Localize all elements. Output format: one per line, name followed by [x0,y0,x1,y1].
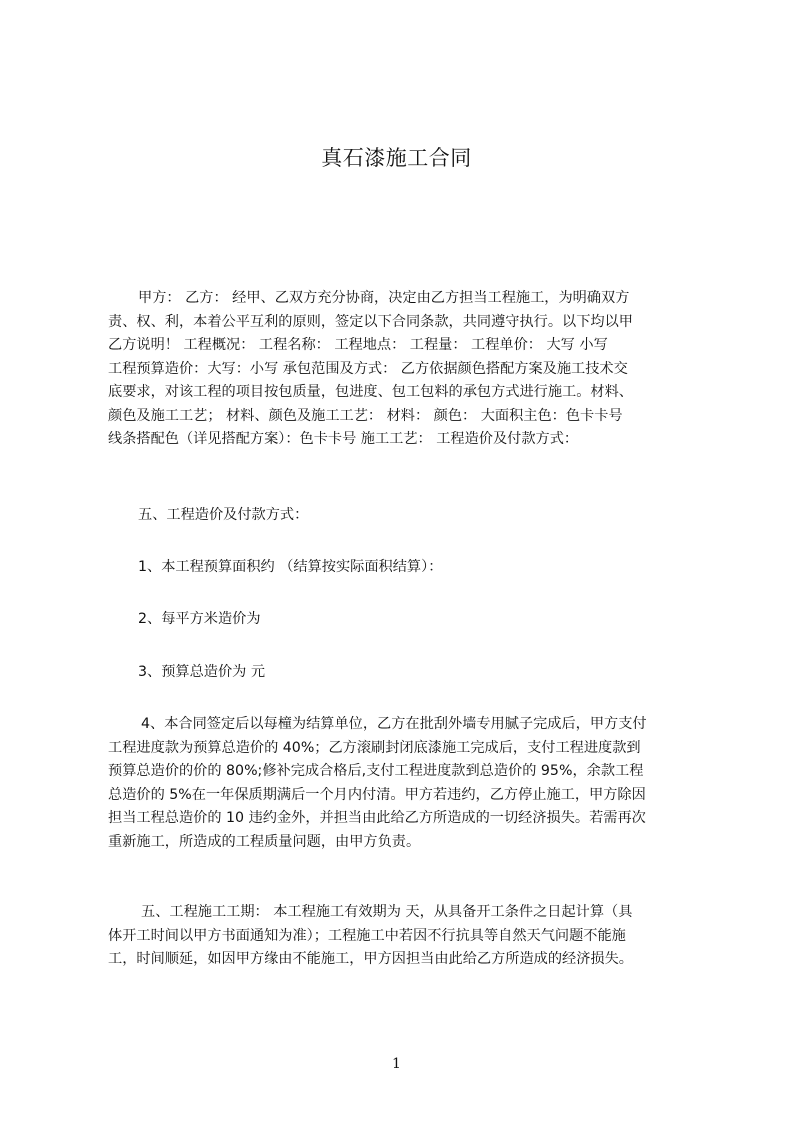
paragraph-line: 工，时间顺延，如因甲方缘由不能施工，甲方因担当由此给乙方所造成的经济损失。 [108,951,633,967]
clause-item-2: 2、每平方米造价为 [138,611,261,627]
page-number: 1 [392,1056,401,1072]
payment-paragraph [108,713,700,854]
contract-title: 真石漆施工合同 [321,146,472,170]
paragraph-line: 责、权、利，本着公平互利的原则，签定以下合同条款，共同遵守执行。以下均以甲 [108,313,633,330]
paragraph-line: 底要求，对该工程的项目按包质量，包进度、包工包料的承包方式进行施工。材料、 [108,384,633,400]
paragraph-line: 五、工程施工工期： 本工程施工有效期为 天，从具备开工条件之日起计算（具 [141,904,633,920]
paragraph-line: 乙方说明！ 工程概况： 工程名称： 工程地点： 工程量： 工程单价： 大写 小写 [108,337,608,353]
paragraph-line: 体开工时间以甲方书面通知为准）；工程施工中若因不行抗具等自然天气问题不能施 [108,927,626,944]
schedule-paragraph [108,901,700,972]
paragraph-line: 预算总造价的价的 80%;修补完成合格后,支付工程进度款到总造价的 95%，余款工程 [108,763,644,779]
paragraph-line: 总造价的 5%在一年保质期满后一个月内付清。甲方若违约，乙方停止施工，甲方除因 [108,786,646,803]
paragraph-line: 甲方： 乙方： 经甲、乙双方充分协商，决定由乙方担当工程施工，为明确双方 [138,290,630,306]
clause-item [108,661,700,685]
paragraph-line: 工程预算造价：大写：小写 承包范围及方式： 乙方依据颜色搭配方案及施工技术交 [108,360,628,377]
intro-paragraph [108,287,700,452]
clause-item-1: 1、本工程预算面积约 （结算按实际面积结算）： [138,559,443,575]
paragraph-line: 颜色及施工工艺； 材料、颜色及施工工艺： 材料： 颜色： 大面积主色：色卡卡号 [108,407,623,424]
section-heading-text: 五、工程造价及付款方式： [138,507,309,523]
paragraph-line: 担当工程总造价的 10 违约金外，并担当由此给乙方所造成的一切经济损失。若需再次 [108,810,646,826]
clause-item [108,608,700,632]
section-heading [108,504,700,528]
paragraph-line: 工程进度款为预算总造价的 40%；乙方滚刷封闭底漆施工完成后，支付工程进度款到 [108,739,641,756]
clause-item [108,556,700,580]
paragraph-line: 线条搭配色（详见搭配方案）：色卡卡号 施工工艺： 工程造价及付款方式： [108,431,579,447]
paragraph-line: 4、本合同签定后以每橦为结算单位，乙方在批刮外墙专用腻子完成后，甲方支付 [141,716,647,732]
clause-item-3: 3、预算总造价为 元 [138,664,266,680]
paragraph-line: 重新施工，所造成的工程质量问题，由甲方负责。 [108,833,421,850]
